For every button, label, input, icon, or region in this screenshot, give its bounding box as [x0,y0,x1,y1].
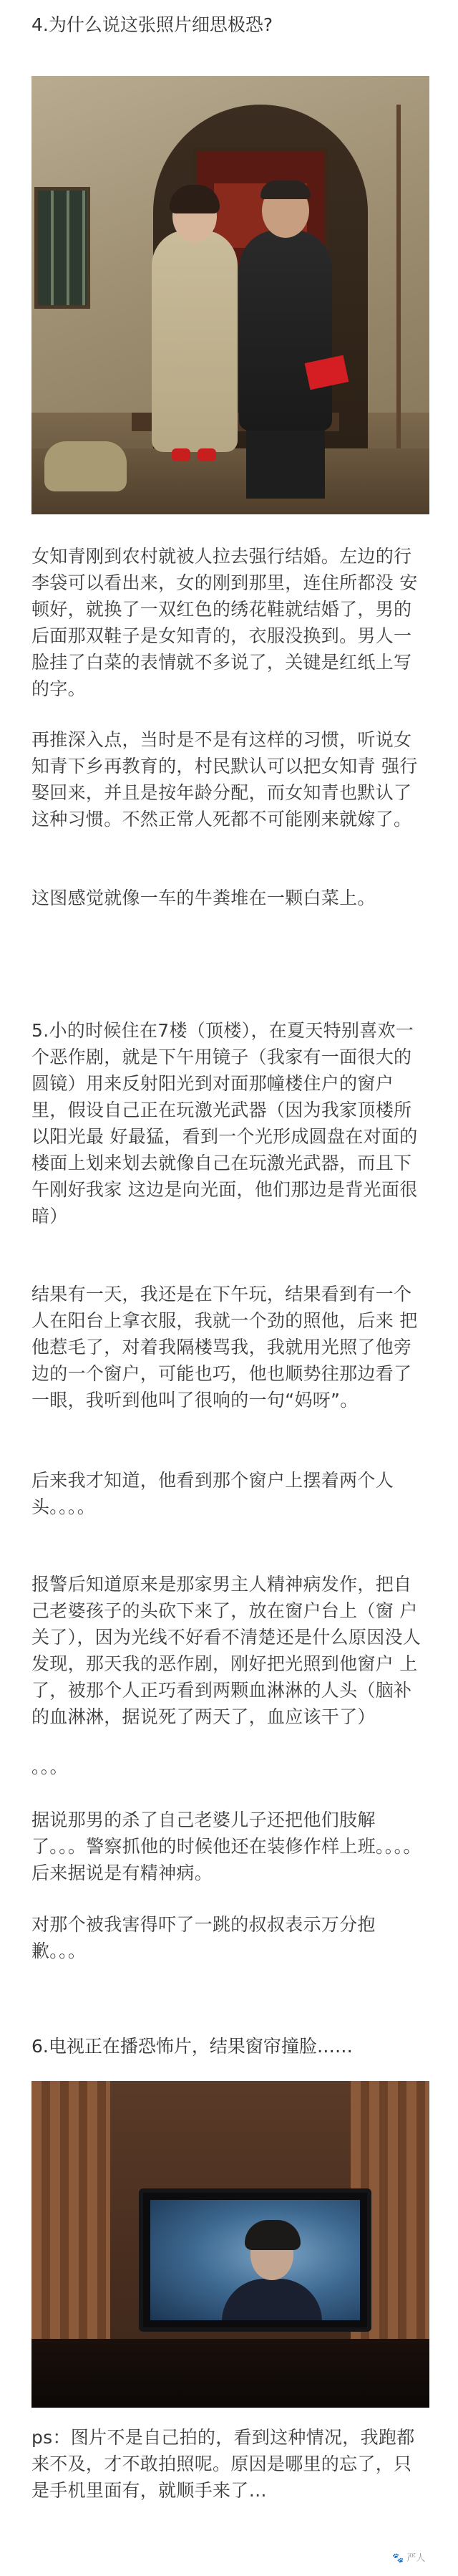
tv-photo [31,2081,429,2408]
photo-man [239,230,332,431]
section-5-paragraph-5: 。。。 [31,1756,68,1777]
section-4-paragraph-1: 女知青刚到农村就被人拉去强行结婚。左边的行李袋可以看出来，女的刚到那里，连住所都没 安顿好，就换了一双红色的绣花鞋就结婚了，男的后面那双鞋子是女知青的，衣服没换到。男人一脸挂了白菜的表情就不多说了，关键是红纸上写的字。 [31,546,418,699]
section-4-paragraph-2: 再推深入点，当时是不是有这样的习惯，听说女知青下乡再教育的，村民默认可以把女知青 强行娶回来，并且是按年龄分配，而女知青也默认了这种习惯。不然正常人死都不可能刚来就嫁了。 [31,729,418,830]
watermark: 🐾 严人 [392,2553,426,2564]
photo-red-shoe [198,448,216,461]
section-4-paragraph-3: 这图感觉就像一车的牛粪堆在一颗白菜上。 [31,888,376,908]
section-6-heading: 6.电视正在播恐怖片，结果窗帘撞脸…… [31,2036,353,2057]
section-5-paragraph-3: 后来我才知道，他看到那个窗户上摆着两个人头。。。。 [31,1470,394,1517]
photo-screen-hair [245,2220,301,2250]
photo-man-hair [260,181,311,199]
photo-tools [375,105,425,506]
section-6-ps-note: ps：图片不是自己拍的，看到这种情况，我跑都来不及，才不敢拍照呢。原因是哪里的忘了，只是手机里面有，就顺手来了… [31,2427,415,2501]
photo-window [34,187,90,309]
section-4-heading: 4.为什么说这张照片细思极恐? [31,14,273,35]
section-5-paragraph-7: 对那个被我害得吓了一跳的叔叔表示万分抱歉。。。 [31,1914,376,1961]
photo-luggage-bag [44,441,127,491]
section-5-paragraph-2: 结果有一天，我还是在下午玩，结果看到有一个人在阳台上拿衣服，我就一个劲的照他，后来 把他惹毛了，对着我隔楼骂我，我就用光照了他旁边的一个窗户，可能也巧，他也顺势往那边看了一眼，我听到他叫了很响的一句“妈呀”。 [31,1284,418,1410]
wedding-photo [31,76,429,514]
section-5-paragraph-1: 5.小的时候住在7楼（顶楼），在夏天特别喜欢一个恶作剧，就是下午用镜子（我家有一面很大的圆镜）用来反射阳光到对面那幢楼住户的窗户里，假设自己正在玩激光武器（因为我家顶楼所以阳光最 好最猛，看到一个光形成圆盘在对面的楼面上划来划去就像自己在玩激光武器，而且下午刚好我家 这边是向光面，他们那边是背光面很暗） [31,1020,418,1226]
photo-woman [152,230,238,452]
photo-tv-stand [31,2339,429,2408]
photo-red-shoe [172,448,190,461]
photo-tv-screen [150,2200,360,2320]
section-5-paragraph-4: 报警后知道原来是那家男主人精神病发作，把自己老婆孩子的头砍下来了，放在窗户台上（窗 户关了），因为光线不好看不清楚还是什么原因没人发现，那天我的恶作剧，刚好把光照到他窗户 上了，被那个人正巧看到两颗血淋淋的人头（脑补的血淋淋，据说死了两天了，血应该干了） [31,1574,422,1727]
photo-tv [139,2188,371,2332]
photo-screen-shoulders [222,2279,322,2320]
section-5-paragraph-6: 据说那男的杀了自己老婆儿子还把他们肢解了。。。警察抓他的时候他还在装修作样上班。。。。后来据说是有精神病。 [31,1810,422,1883]
